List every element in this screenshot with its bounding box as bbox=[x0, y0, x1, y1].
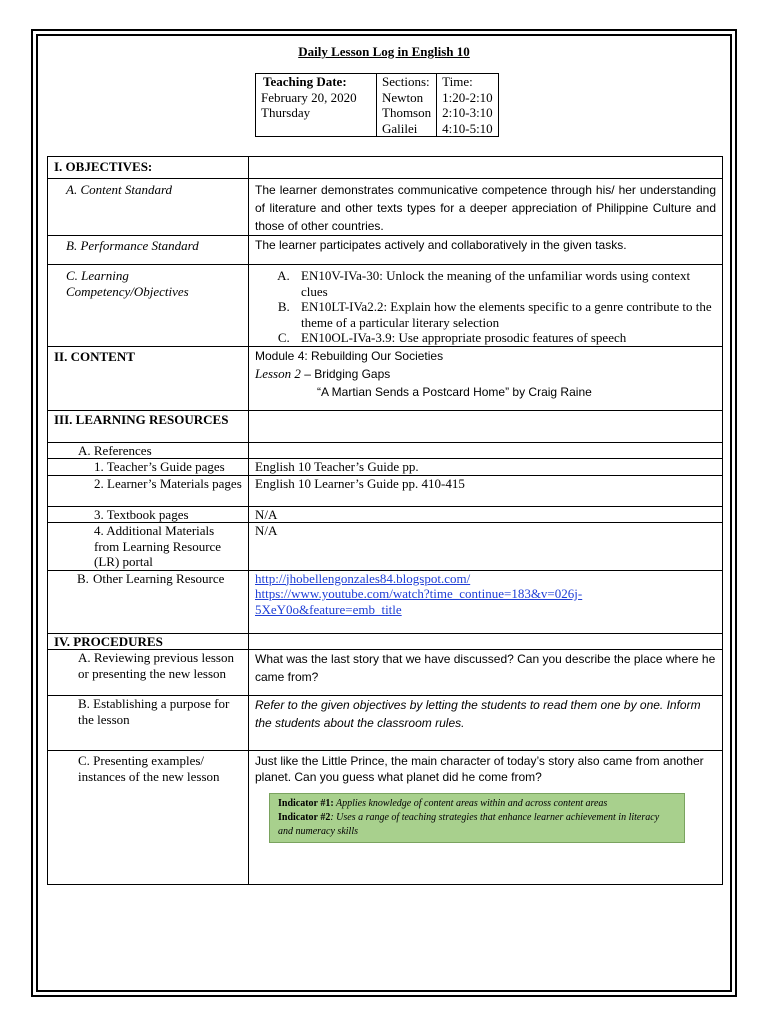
procedure-c-cell bbox=[249, 751, 723, 885]
procedures-heading: IV. PROCEDURES bbox=[48, 633, 249, 650]
procedure-b-value: Refer to the given objectives by letting the students to read them one by one. Inform the students about the classroom rules. bbox=[249, 696, 723, 751]
competency-list-cell bbox=[249, 265, 723, 347]
procedures-heading-blank bbox=[249, 633, 723, 650]
performance-standard-label: B. Performance Standard bbox=[48, 236, 249, 265]
content-standard-label: A. Content Standard bbox=[48, 179, 249, 236]
indicator-box bbox=[269, 793, 685, 843]
other-resource-number: B. bbox=[77, 570, 89, 586]
learners-materials-value: English 10 Learner’s Guide pp. 410-415 bbox=[249, 475, 723, 506]
teachers-guide-label: 1. Teacher’s Guide pages bbox=[48, 459, 249, 476]
blog-link[interactable]: http://jhobellengonzales84.blogspot.com/ bbox=[255, 570, 471, 586]
objectives-heading: I. OBJECTIVES: bbox=[48, 157, 249, 179]
competency-item: B. EN10LT-IVa2.2: Explain how the elements specific to a genre contribute to the theme of a particular literary selection bbox=[293, 299, 716, 330]
teaching-date-label: Teaching Date: bbox=[263, 74, 347, 89]
references-blank bbox=[249, 442, 723, 459]
other-resource-label-cell bbox=[48, 570, 249, 633]
page-title: Daily Lesson Log in English 10 bbox=[298, 44, 470, 59]
competency-item: A. EN10V-IVa-30: Unlock the meaning of the unfamiliar words using context clues bbox=[293, 268, 716, 299]
additional-materials-value: N/A bbox=[249, 523, 723, 571]
indicator-2-text: : Uses a range of teaching strategies that enhance learner achievement in literacy and numeracy skills bbox=[278, 812, 660, 837]
competency-label: C. Learning Competency/Objectives bbox=[48, 265, 249, 347]
competency-list bbox=[255, 268, 716, 346]
procedure-a-label: A. Reviewing previous lesson or presenting the new lesson bbox=[48, 650, 249, 696]
section-item: Thomson bbox=[382, 105, 432, 120]
competency-item: C. EN10OL-IVa-3.9: Use appropriate prosodic features of speech bbox=[293, 330, 716, 346]
content-standard-value: The learner demonstrates communicative competence through his/ her understanding of literature and other texts types for a deeper appreciation of Philippine Culture and those of other countries. bbox=[249, 179, 723, 236]
procedure-a-value: What was the last story that we have discussed? Can you describe the place where he came from? bbox=[249, 650, 723, 696]
lesson-log-table bbox=[47, 156, 723, 885]
teaching-date: February 20, 2020 bbox=[261, 89, 357, 105]
time-item: 1:20-2:10 bbox=[442, 89, 493, 105]
sections-cell bbox=[377, 74, 437, 137]
indicator-1-text: Applies knowledge of content areas within and across content areas bbox=[333, 798, 608, 809]
section-item: Galilei bbox=[382, 120, 418, 136]
indicator-1-label: Indicator #1: bbox=[278, 798, 334, 809]
additional-materials-label: 4. Additional Materials from Learning Resource (LR) portal bbox=[48, 523, 249, 571]
performance-standard-value: The learner participates actively and collaboratively in the given tasks. bbox=[249, 236, 723, 265]
textbook-value: N/A bbox=[249, 506, 723, 523]
story-title: “A Martian Sends a Postcard Home” by Craig Raine bbox=[317, 384, 592, 399]
time-cell bbox=[437, 74, 499, 137]
time-item: 2:10-3:10 bbox=[442, 105, 493, 120]
teachers-guide-value: English 10 Teacher’s Guide pp. bbox=[249, 459, 723, 476]
time-item: 4:10-5:10 bbox=[442, 120, 493, 136]
resources-heading-blank bbox=[249, 410, 723, 442]
procedure-c-label: C. Presenting examples/ instances of the new lesson bbox=[48, 751, 249, 885]
teaching-date-cell bbox=[256, 74, 377, 137]
other-resource-links bbox=[249, 570, 723, 633]
resources-heading: III. LEARNING RESOURCES bbox=[48, 410, 249, 442]
procedure-b-label: B. Establishing a purpose for the lesson bbox=[48, 696, 249, 751]
lesson-line bbox=[255, 365, 716, 383]
indicator-2-label: Indicator #2 bbox=[278, 812, 331, 823]
other-resource-label: Other Learning Resource bbox=[93, 570, 225, 586]
learners-materials-label: 2. Learner’s Materials pages bbox=[48, 475, 249, 506]
lesson-title: – Bridging Gaps bbox=[300, 366, 391, 381]
teaching-day: Thursday bbox=[261, 105, 311, 120]
time-label: Time: bbox=[442, 74, 473, 89]
content-heading: II. CONTENT bbox=[48, 346, 249, 410]
youtube-link[interactable]: https://www.youtube.com/watch?time_continue=183&v=026j-5XeY0o&feature=emb_title bbox=[255, 586, 583, 617]
textbook-label: 3. Textbook pages bbox=[48, 506, 249, 523]
module-name: Module 4: Rebuilding Our Societies bbox=[255, 348, 444, 363]
teaching-info-table bbox=[255, 73, 499, 137]
content-value-cell bbox=[249, 346, 723, 410]
lesson-number: Lesson 2 bbox=[255, 365, 301, 381]
other-resource-label-row bbox=[77, 571, 242, 587]
references-label: A. References bbox=[48, 442, 249, 459]
section-item: Newton bbox=[382, 89, 424, 105]
objectives-heading-blank bbox=[249, 157, 723, 179]
sections-label: Sections: bbox=[382, 74, 430, 89]
procedure-c-value: Just like the Little Prince, the main character of today’s story also came from another planet. Can you guess what planet did he come from? bbox=[255, 754, 704, 784]
